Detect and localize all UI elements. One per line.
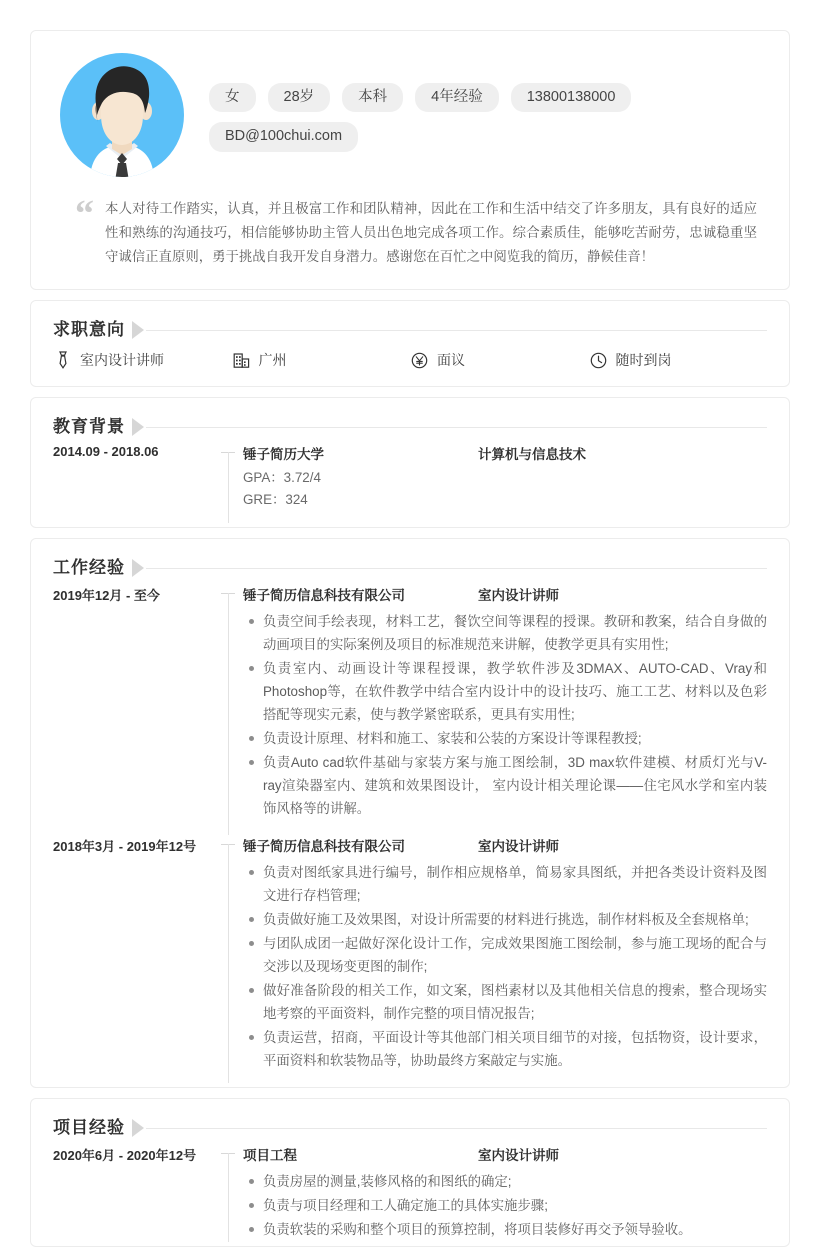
intention-item-availability (589, 350, 768, 370)
list-item: 与团队成团一起做好深化设计工作，完成效果图施工图绘制，参与施工现场的配合与交涉以及现场变更图的制作; (261, 932, 767, 978)
intention-item-salary (410, 350, 589, 370)
list-item: 负责软装的采购和整个项目的预算控制，将项目装修好再交予领导验收。 (261, 1218, 767, 1241)
project-title-line (243, 1144, 767, 1164)
timeline-rail (213, 1144, 243, 1246)
work-company: 锤子简历信息科技有限公司 (243, 839, 405, 854)
list-item: 负责做好施工及效果图，对设计所需要的材料进行挑选，制作材料板及全套规格单; (261, 908, 767, 931)
project-duties (243, 1170, 767, 1241)
project-name: 项目工程 (243, 1148, 297, 1163)
intention-item-city (232, 350, 411, 370)
self-introduction (57, 193, 763, 269)
quote-mark-icon: “ (75, 193, 93, 235)
triangle-marker-icon (132, 559, 144, 577)
profile-header-row (57, 53, 763, 177)
work-title-line (243, 835, 767, 855)
section-header-project (31, 1099, 789, 1144)
triangle-marker-icon (132, 1119, 144, 1137)
work-body (243, 835, 767, 1087)
work-date: 2018年3月 - 2019年12号 (53, 839, 197, 854)
header-rule (146, 1128, 767, 1129)
work-body (243, 584, 767, 835)
work-role: 室内设计讲师 (478, 839, 559, 854)
education-entry (31, 443, 789, 527)
section-title-project: 项目经验 (53, 1118, 125, 1137)
education-date: 2014.09 - 2018.06 (53, 444, 159, 459)
tag-gender: 女 (209, 83, 256, 113)
list-item: 做好准备阶段的相关工作，如文案，图档素材以及其他相关信息的搜索，整合现场实地考察的平面资料，制作完整的项目情况报告; (261, 979, 767, 1025)
user-avatar-illustration-icon (60, 53, 184, 177)
profile-card (30, 30, 790, 290)
yuan-coin-icon (410, 351, 429, 370)
education-gpa: GPA：3.72/4 (243, 470, 321, 485)
tag-row-secondary (209, 122, 763, 152)
tag-row-primary (209, 83, 763, 113)
job-intention-card (30, 300, 790, 387)
timeline-rail (213, 443, 243, 527)
list-item: 负责与项目经理和工人确定施工的具体实施步骤; (261, 1194, 767, 1217)
education-gre: GRE：324 (243, 492, 308, 507)
section-title-work: 工作经验 (53, 558, 125, 577)
section-title-education: 教育背景 (53, 417, 125, 436)
list-item: 负责空间手绘表现，材料工艺，餐饮空间等课程的授课。教研和教案，结合自身做的动画项目的实际案例及项目的标准规范来讲解，使教学更具有实用性; (261, 610, 767, 656)
intention-city-label: 广州 (258, 352, 287, 368)
section-header-work (31, 539, 789, 584)
education-major: 计算机与信息技术 (478, 447, 586, 462)
header-rule (146, 330, 767, 331)
self-introduction-text: 本人对待工作踏实，认真，并且极富工作和团队精神，因此在工作和生活中结交了许多朋友，具有良好的适应性和熟练的沟通技巧，相信能够协助主管人员出色地完成各项工作。综合素质佳，能够吃苦耐劳，忠诚稳重坚守诚信正直原则，勇于挑战自我开发自身潜力。感谢您在百忙之中阅览我的简历，静候佳音！ (105, 201, 757, 264)
intention-availability-label: 随时到岗 (615, 352, 672, 368)
intention-item-position (53, 350, 232, 370)
tag-email: BD@100chui.com (209, 122, 358, 152)
list-item: 负责设计原理、材料和施工、家装和公装的方案设计等课程教授; (261, 727, 767, 750)
avatar (60, 53, 184, 177)
work-experience-card (30, 538, 790, 1088)
section-header-intention (31, 301, 789, 346)
timeline-rail (213, 584, 243, 835)
header-rule (146, 427, 767, 428)
work-date: 2019年12月 - 至今 (53, 588, 160, 603)
tag-phone: 13800138000 (511, 83, 632, 113)
intention-items (31, 346, 789, 386)
education-school: 锤子简历大学 (243, 447, 324, 462)
work-duties (243, 610, 767, 820)
project-experience-card (30, 1098, 790, 1247)
work-entry (31, 584, 789, 835)
header-rule (146, 568, 767, 569)
list-item: 负责运营，招商，平面设计等其他部门相关项目细节的对接，包括物资，设计要求，平面资料和软装物品等，协助最终方案敲定与实施。 (261, 1026, 767, 1072)
work-title-line (243, 584, 767, 604)
clock-icon (589, 351, 608, 370)
project-entry (31, 1144, 789, 1246)
education-body (243, 443, 767, 527)
project-date: 2020年6月 - 2020年12号 (53, 1148, 197, 1163)
section-title-intention: 求职意向 (53, 320, 125, 339)
project-role: 室内设计讲师 (478, 1148, 559, 1163)
timeline-rail (213, 835, 243, 1087)
work-role: 室内设计讲师 (478, 588, 559, 603)
work-company: 锤子简历信息科技有限公司 (243, 588, 405, 603)
tag-experience: 4年经验 (415, 83, 499, 113)
list-item: 负责Auto cad软件基础与家装方案与施工图绘制，3D max软件建模、材质灯光与V-ray渲染器室内、建筑和效果图设计， 室内设计相关理论课——住宅风水学和室内装饰风格等的讲解。 (261, 751, 767, 820)
avatar-container (57, 53, 187, 177)
building-icon (232, 351, 251, 370)
tag-degree: 本科 (342, 83, 403, 113)
project-body (243, 1144, 767, 1246)
tag-age: 28岁 (268, 83, 331, 113)
education-title-line (243, 443, 767, 463)
education-card (30, 397, 790, 528)
list-item: 负责室内、动画设计等课程授课，教学软件涉及3DMAX、AUTO-CAD、Vray和Photoshop等，在软件教学中结合室内设计中的设计技巧、施工工艺、材料以及色彩搭配等现实元素，使与教学紧密联系，更具有实用性; (261, 657, 767, 726)
section-header-education (31, 398, 789, 443)
work-entry (31, 835, 789, 1087)
triangle-marker-icon (132, 418, 144, 436)
intention-salary-label: 面议 (437, 352, 465, 368)
list-item: 负责房屋的测量,装修风格的和图纸的确定; (261, 1170, 767, 1193)
tie-icon (53, 351, 72, 370)
profile-tags (187, 79, 763, 152)
triangle-marker-icon (132, 321, 144, 339)
intention-position-label: 室内设计讲师 (80, 352, 164, 368)
list-item: 负责对图纸家具进行编号，制作相应规格单，简易家具图纸，并把各类设计资料及图文进行存档管理; (261, 861, 767, 907)
work-duties (243, 861, 767, 1072)
